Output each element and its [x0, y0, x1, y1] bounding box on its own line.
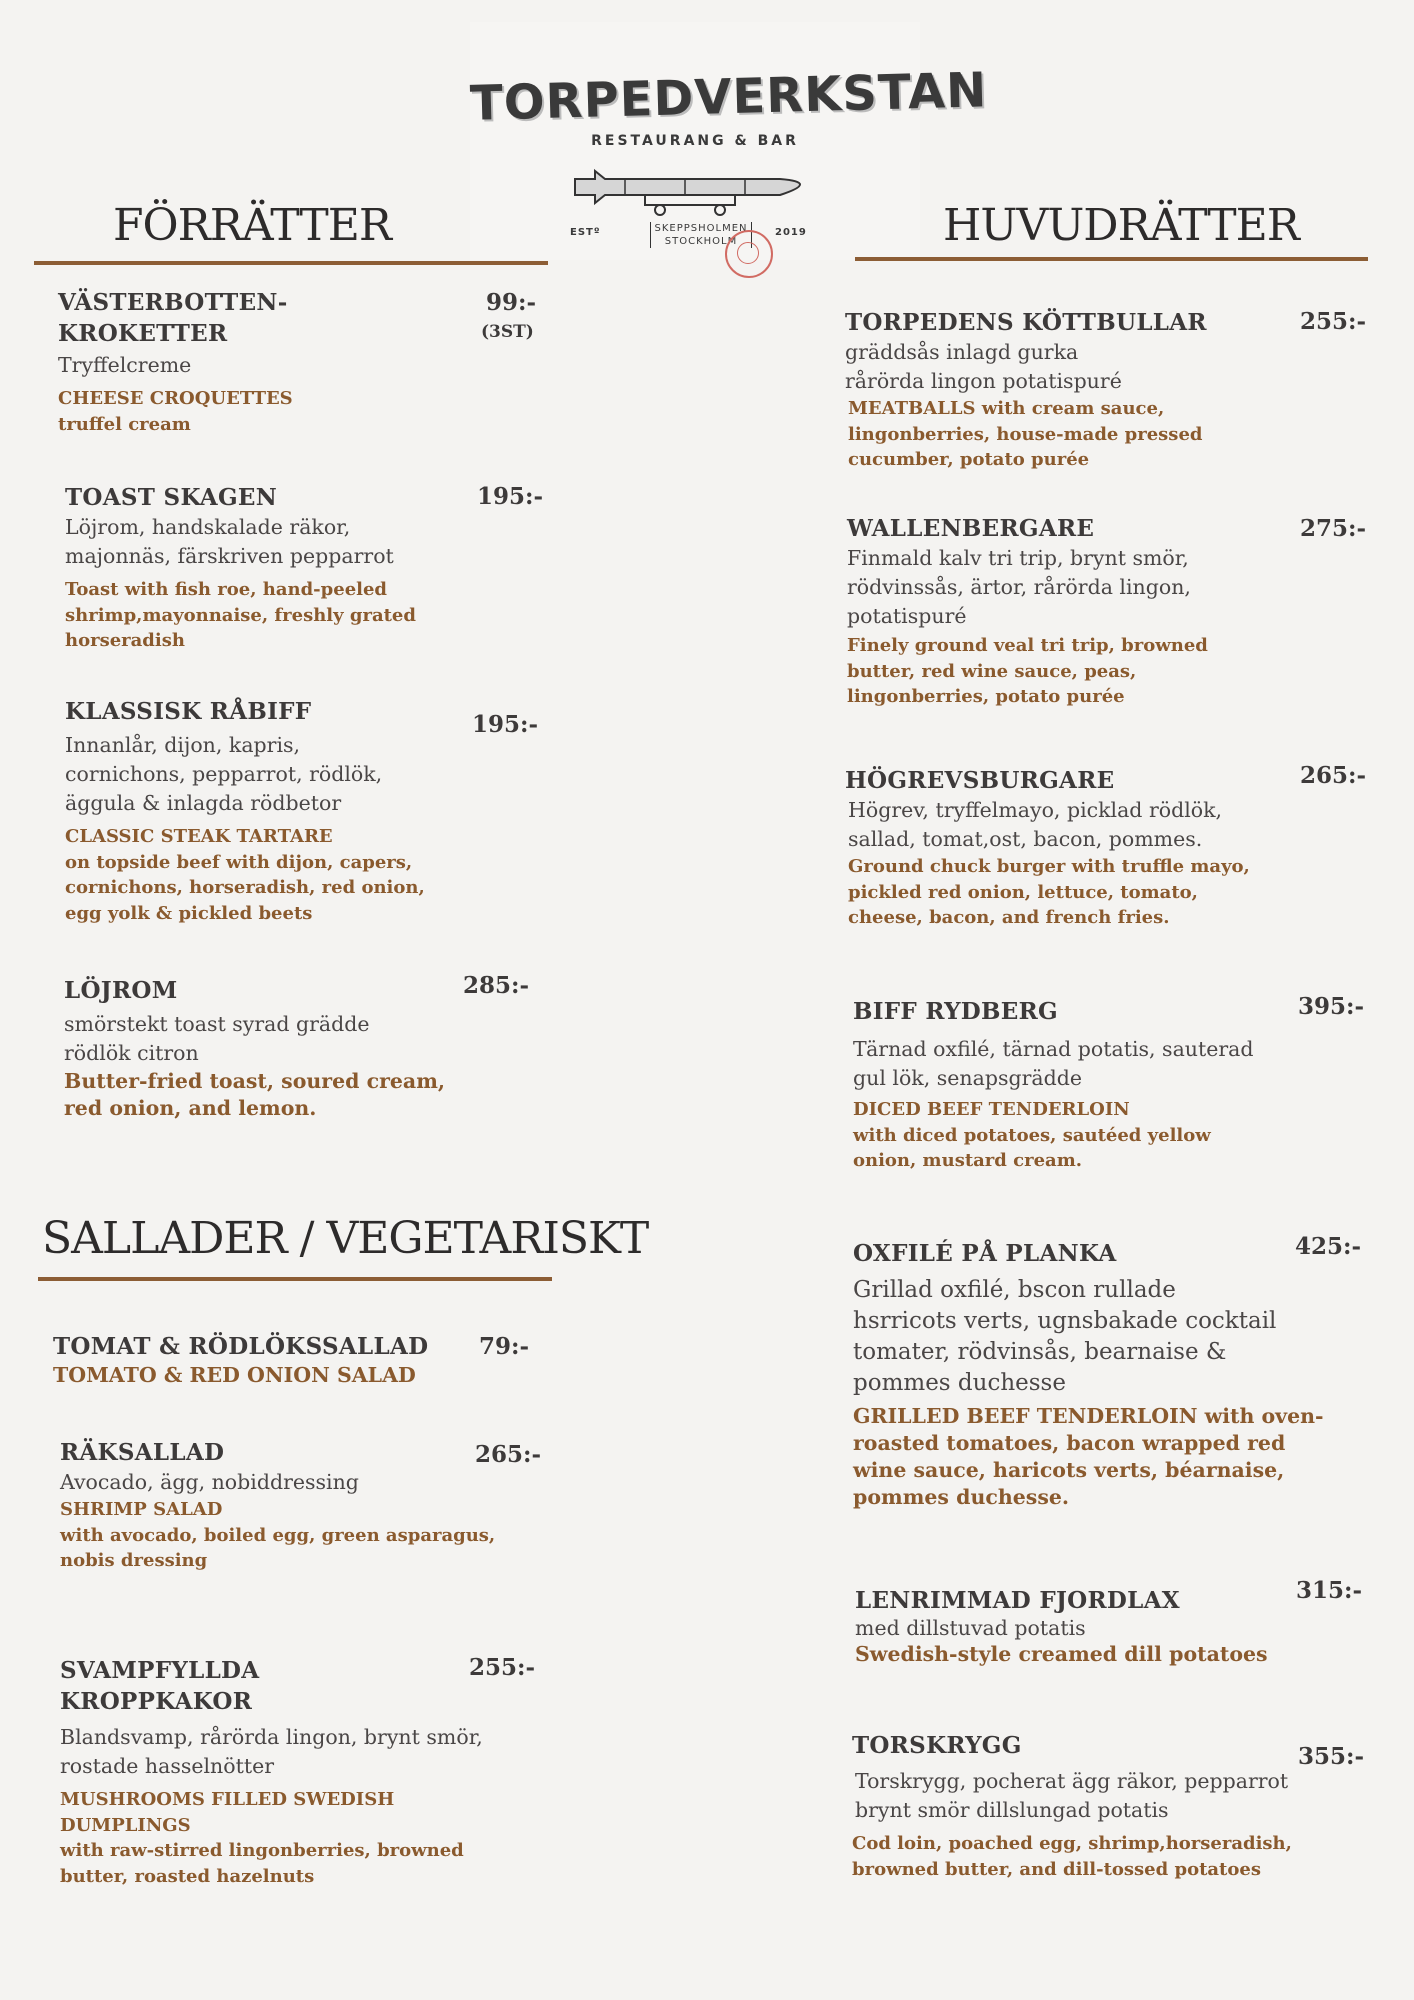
logo-year: 2019: [775, 227, 807, 238]
item-description: rårörda lingon potatispuré: [845, 369, 1122, 393]
item-english: truffel cream: [58, 413, 191, 435]
item-english: onion, mustard cream.: [853, 1150, 1083, 1171]
section-title-mains: HUVUDRÄTTER: [943, 200, 1299, 251]
divider-mains: [855, 257, 1368, 261]
item-english: with raw-stirred lingonberries, browned: [60, 1840, 464, 1861]
menu-item: [60, 1655, 530, 1889]
item-description: med dillstuvad potatis: [855, 1616, 1086, 1640]
item-description: Torskrygg, pocherat ägg räkor, pepparrot: [855, 1769, 1289, 1793]
menu-item: [53, 1331, 493, 1389]
item-english: lingonberries, potato purée: [847, 686, 1125, 707]
item-price: 355:-: [1298, 1743, 1365, 1770]
item-description: Tryffelcreme: [58, 353, 192, 377]
item-description: gul lök, senapsgrädde: [853, 1066, 1082, 1090]
menu-item: [65, 482, 495, 654]
item-english: egg yolk & pickled beets: [65, 902, 313, 924]
item-price: 285:-: [463, 972, 530, 999]
item-english: butter, roasted hazelnuts: [60, 1865, 315, 1887]
item-english: SHRIMP SALAD: [60, 1499, 223, 1520]
section-title-starters: FÖRRÄTTER: [113, 200, 391, 251]
logo-title: TORPEDVERKSTAN: [469, 62, 988, 132]
menu-item: [853, 996, 1313, 1174]
item-english: with diced potatoes, sautéed yellow: [853, 1124, 1211, 1146]
item-english: MUSHROOMS FILLED SWEDISH: [60, 1789, 395, 1810]
item-price: 99:-: [486, 289, 537, 316]
item-description: gräddsås inlagd gurka: [845, 340, 1079, 364]
item-description: cornichons, pepparrot, rödlök,: [65, 762, 383, 786]
item-english: nobis dressing: [60, 1550, 208, 1571]
item-description: Avocado, ägg, nobiddressing: [60, 1470, 359, 1494]
menu-item: [852, 1730, 1332, 1882]
item-price: 265:-: [1300, 762, 1367, 789]
item-description: brynt smör dillslungad potatis: [855, 1798, 1169, 1822]
item-english: wine sauce, haricots verts, béarnaise,: [853, 1458, 1285, 1482]
item-english: GRILLED BEEF TENDERLOIN with oven-: [853, 1404, 1324, 1428]
item-name: TORSKRYGG: [852, 1732, 1022, 1759]
item-price: 195:-: [472, 711, 539, 738]
item-english: Toast with fish roe, hand-peeled: [65, 579, 388, 600]
item-description: Blandsvamp, rårörda lingon, brynt smör,: [60, 1725, 483, 1749]
item-name: KROPPKAKOR: [60, 1688, 253, 1715]
item-english: Swedish-style creamed dill potatoes: [855, 1642, 1268, 1666]
item-english: red onion, and lemon.: [64, 1096, 317, 1120]
divider-salads: [38, 1277, 552, 1281]
item-price: 315:-: [1296, 1577, 1363, 1604]
item-description: hsrricots verts, ugnsbakade cocktail: [853, 1308, 1277, 1334]
item-english: DICED BEEF TENDERLOIN: [853, 1099, 1130, 1120]
logo-location: SKEPPSHOLMEN STOCKHOLM: [650, 222, 752, 248]
item-name: OXFILÉ PÅ PLANKA: [853, 1240, 1117, 1267]
item-english: cheese, bacon, and french fries.: [848, 907, 1170, 928]
item-price: 79:-: [479, 1333, 530, 1360]
menu-item: [847, 513, 1287, 710]
item-name: TOMAT & RÖDLÖKSSALLAD: [53, 1333, 429, 1360]
item-name: HÖGREVSBURGARE: [845, 767, 1115, 794]
logo-est: ESTº: [570, 227, 601, 238]
item-name: KROKETTER: [58, 320, 228, 347]
item-price-note: (3ST): [481, 322, 534, 342]
item-english: pickled red onion, lettuce, tomato,: [848, 881, 1198, 903]
item-description: rostade hasselnötter: [60, 1754, 274, 1778]
item-name: LENRIMMAD FJORDLAX: [855, 1587, 1180, 1614]
item-english: Finely ground veal tri trip, browned: [847, 635, 1208, 656]
item-english: MEATBALLS with cream sauce,: [848, 398, 1165, 419]
menu-item: [845, 307, 1285, 473]
item-description: Innanlår, dijon, kapris,: [65, 733, 301, 757]
item-name: WALLENBERGARE: [847, 515, 1095, 542]
item-price: 195:-: [477, 483, 544, 510]
item-description: rödvinssås, ärtor, rårörda lingon,: [847, 575, 1191, 599]
item-description: Tärnad oxfilé, tärnad potatis, sauterad: [853, 1037, 1254, 1061]
item-english: TOMATO & RED ONION SALAD: [53, 1363, 416, 1387]
item-description: Grillad oxfilé, bscon rullade: [853, 1277, 1176, 1303]
divider-starters: [34, 261, 548, 265]
item-english: cornichons, horseradish, red onion,: [65, 877, 425, 898]
item-english: Cod loin, poached egg, shrimp,horseradish,: [852, 1833, 1292, 1854]
item-english: cucumber, potato purée: [848, 449, 1090, 470]
menu-item: [64, 975, 524, 1122]
item-description: Löjrom, handskalade räkor,: [65, 515, 351, 539]
stamp-icon: [725, 230, 773, 278]
item-name: VÄSTERBOTTEN-: [58, 289, 288, 316]
item-description: potatispuré: [847, 604, 967, 628]
item-description: Finmald kalv tri trip, brynt smör,: [847, 546, 1189, 570]
menu-item: [853, 1238, 1333, 1511]
section-title-salads: SALLADER / VEGETARISKT: [42, 1213, 649, 1264]
item-english: Butter-fried toast, soured cream,: [64, 1069, 446, 1093]
item-english: Ground chuck burger with truffle mayo,: [848, 856, 1250, 877]
restaurant-logo: [469, 22, 988, 260]
item-name: SVAMPFYLLDA: [60, 1657, 260, 1684]
item-price: 255:-: [1300, 308, 1367, 335]
item-name: TOAST SKAGEN: [65, 484, 278, 511]
item-description: smörstekt toast syrad grädde: [64, 1012, 370, 1036]
item-description: majonnäs, färskriven pepparrot: [65, 544, 394, 568]
logo-subtitle: RESTAURANG & BAR: [591, 133, 799, 149]
item-description: rödlök citron: [64, 1041, 199, 1065]
item-price: 395:-: [1298, 993, 1365, 1020]
item-english: lingonberries, house-made pressed: [848, 423, 1203, 445]
item-english: roasted tomatoes, bacon wrapped red: [853, 1431, 1286, 1455]
item-price: 275:-: [1300, 515, 1367, 542]
menu-item: [60, 1437, 520, 1574]
menu-item: [845, 765, 1305, 931]
item-price: 265:-: [475, 1441, 542, 1468]
item-english: butter, red wine sauce, peas,: [847, 660, 1137, 682]
menu-item: [65, 696, 495, 926]
item-name: BIFF RYDBERG: [853, 998, 1058, 1025]
item-english: CHEESE CROQUETTES: [58, 388, 293, 409]
item-english: with avocado, boiled egg, green asparagus,: [60, 1524, 496, 1546]
menu-item: [58, 287, 478, 437]
item-name: TORPEDENS KÖTTBULLAR: [845, 309, 1207, 336]
menu-item: [855, 1585, 1315, 1668]
item-english: shrimp,mayonnaise, freshly grated: [65, 604, 416, 626]
item-description: sallad, tomat,ost, bacon, pommes.: [848, 827, 1203, 851]
item-description: Högrev, tryffelmayo, picklad rödlök,: [848, 798, 1223, 822]
item-name: RÄKSALLAD: [60, 1439, 225, 1466]
item-english: DUMPLINGS: [60, 1814, 191, 1836]
item-english: CLASSIC STEAK TARTARE: [65, 826, 333, 847]
item-price: 425:-: [1295, 1233, 1362, 1260]
item-description: tomater, rödvinsås, bearnaise &: [853, 1339, 1227, 1365]
item-description: äggula & inlagda rödbetor: [65, 791, 342, 815]
torpedo-icon: [565, 157, 825, 217]
item-name: LÖJROM: [64, 977, 178, 1004]
item-english: pommes duchesse.: [853, 1485, 1070, 1509]
item-english: browned butter, and dill-tossed potatoes: [852, 1858, 1261, 1880]
item-english: on topside beef with dijon, capers,: [65, 851, 413, 873]
item-name: KLASSISK RÅBIFF: [65, 698, 312, 725]
item-price: 255:-: [469, 1654, 536, 1681]
item-english: horseradish: [65, 630, 185, 651]
item-description: pommes duchesse: [853, 1370, 1066, 1396]
